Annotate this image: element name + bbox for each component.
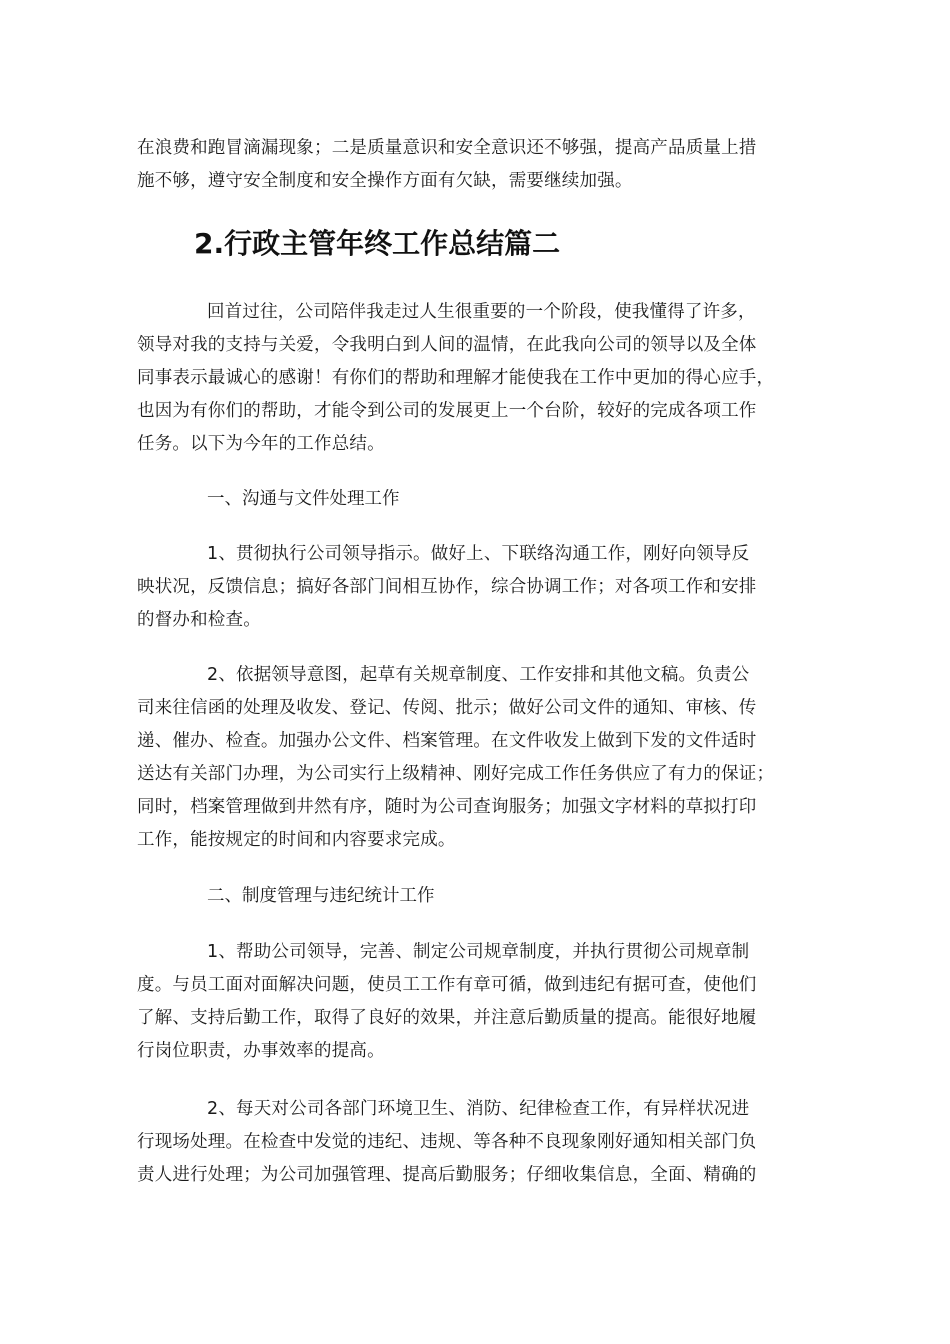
- paragraph-line: 回首过往，公司陪伴我走过人生很重要的一个阶段，使我懂得了许多，: [207, 302, 756, 322]
- paragraph-line: 度。与员工面对面解决问题，使员工工作有章可循，做到违纪有据可查，使他们: [137, 975, 757, 995]
- paragraph-line: 递、催办、检查。加强办公文件、档案管理。在文件收发上做到下发的文件适时: [137, 731, 757, 751]
- section-one-item-1: [137, 538, 813, 637]
- paragraph-line: 2、依据领导意图，起草有关规章制度、工作安排和其他文稿。负责公: [207, 665, 750, 685]
- paragraph-line: 同时，档案管理做到井然有序，随时为公司查询服务；加强文字材料的草拟打印: [137, 797, 757, 817]
- paragraph-line: 同事表示最诚心的感谢！有你们的帮助和理解才能使我在工作中更加的得心应手，: [137, 368, 775, 388]
- section-two-title: 二、制度管理与违纪统计工作: [207, 886, 435, 906]
- section-one-title: 一、沟通与文件处理工作: [207, 489, 400, 509]
- paragraph-line: 工作，能按规定的时间和内容要求完成。: [137, 830, 456, 850]
- opening-paragraph: [137, 296, 813, 461]
- section-one-item-2: [137, 659, 813, 857]
- intro-paragraph: [137, 132, 813, 198]
- section-two-item-2: [137, 1093, 813, 1192]
- paragraph-line: 映状况，反馈信息；搞好各部门间相互协作，综合协调工作；对各项工作和安排: [137, 577, 757, 597]
- paragraph-line: 的督办和检查。: [137, 610, 261, 630]
- paragraph-line: 责人进行处理；为公司加强管理、提高后勤服务；仔细收集信息，全面、精确的: [137, 1165, 757, 1185]
- paragraph-line: 在浪费和跑冒滴漏现象；二是质量意识和安全意识还不够强，提高产品质量上措: [137, 138, 757, 158]
- paragraph-line: 任务。以下为今年的工作总结。: [137, 434, 385, 454]
- paragraph-line: 送达有关部门办理，为公司实行上级精神、刚好完成工作任务供应了有力的保证；: [137, 764, 775, 784]
- paragraph-line: 1、贯彻执行公司领导指示。做好上、下联络沟通工作，刚好向领导反: [207, 544, 750, 564]
- paragraph-line: 司来往信函的处理及收发、登记、传阅、批示；做好公司文件的通知、审核、传: [137, 698, 757, 718]
- paragraph-line: 行岗位职责，办事效率的提高。: [137, 1041, 385, 1061]
- section-two-item-1: [137, 936, 813, 1068]
- paragraph-line: 施不够，遵守安全制度和安全操作方面有欠缺，需要继续加强。: [137, 171, 633, 191]
- section-heading: 2.行政主管年终工作总结篇二: [194, 227, 561, 260]
- paragraph-line: 1、帮助公司领导，完善、制定公司规章制度，并执行贯彻公司规章制: [207, 942, 750, 962]
- paragraph-line: 也因为有你们的帮助，才能令到公司的发展更上一个台阶，较好的完成各项工作: [137, 401, 757, 421]
- paragraph-line: 领导对我的支持与关爱，令我明白到人间的温情，在此我向公司的领导以及全体: [137, 335, 757, 355]
- paragraph-line: 了解、支持后勤工作，取得了良好的效果，并注意后勤质量的提高。能很好地履: [137, 1008, 757, 1028]
- paragraph-line: 行现场处理。在检查中发觉的违纪、违规、等各种不良现象刚好通知相关部门负: [137, 1132, 757, 1152]
- paragraph-line: 2、每天对公司各部门环境卫生、消防、纪律检查工作，有异样状况进: [207, 1099, 750, 1119]
